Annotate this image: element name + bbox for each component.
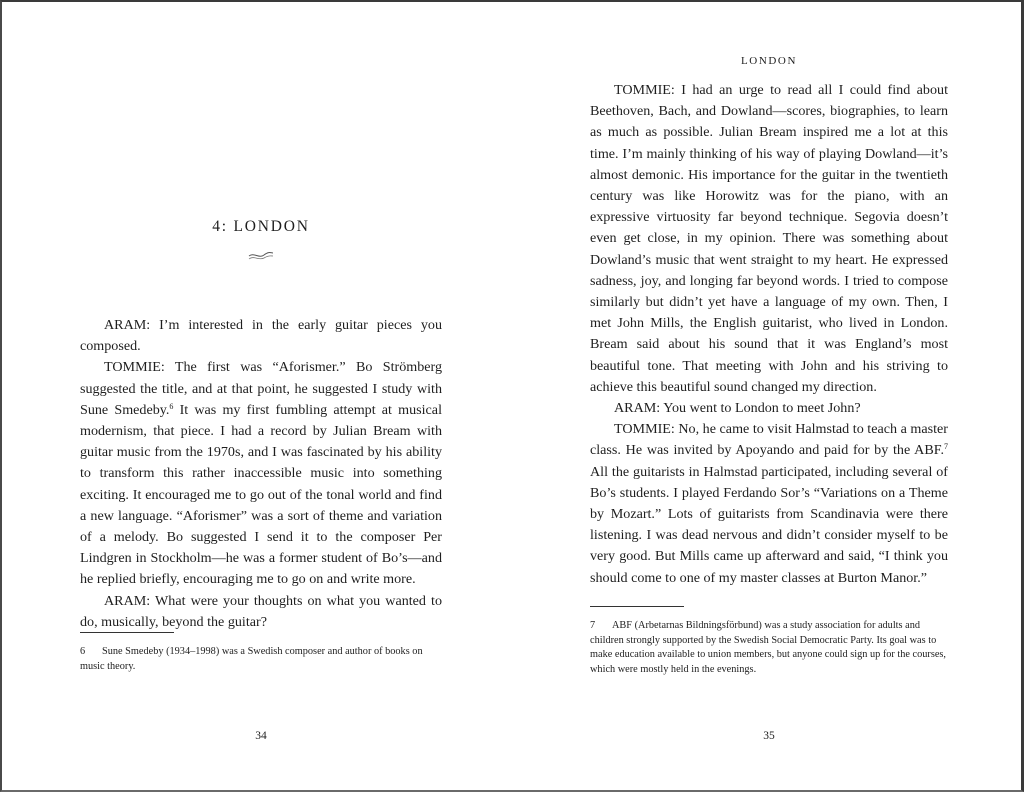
- footnote-reference[interactable]: 6: [169, 401, 174, 411]
- footnote-reference[interactable]: 7: [944, 442, 948, 452]
- footnote: [80, 645, 442, 674]
- right-page: [590, 2, 948, 794]
- paragraph-text: TOMMIE: No, he came to visit Halmstad to teach a master class. He was invited by Apoyando and paid for by the ABF.: [590, 421, 948, 459]
- flourish-ornament-icon: [248, 250, 274, 262]
- footnote-number: 7: [590, 620, 596, 631]
- paragraph: [80, 357, 442, 590]
- body-text: [80, 315, 442, 633]
- footnote: [590, 619, 948, 677]
- page-number: 35: [763, 730, 775, 742]
- left-page: [80, 2, 442, 794]
- paragraph: ARAM: I’m interested in the early guitar pieces you composed.: [80, 317, 442, 355]
- paragraph-text: TOMMIE: The first was “Aforismer.” Bo Strömberg suggested the title, and at that point, he suggested I study with Sune Smedeby.: [80, 359, 442, 418]
- chapter-title: 4: LONDON: [212, 218, 310, 235]
- page-number: 34: [255, 730, 267, 742]
- paragraph: TOMMIE: I had an urge to read all I could find about Beethoven, Bach, and Dowland—scores, biographies, to learn as much as possible. Julian Bream inspired me a lot at this time. I’m mainly thinking of his way of playing Dowland—it’s almost demonic. His importance for the guitar in the twentieth century was like Horowitz was for the piano, with an expressive virtuosity far beyond technique. Segovia doesn’t even get close, in my opinion. There was something about Dowland’s music that went straight to my heart. He expressed sadness, joy, and longing far beyond words. I tried to compose similarly but didn’t yet have a language of my own. Then, I met John Mills, the English guitarist, who lived in London. Bream said about his sound that it was England’s most beautiful tone. That meeting with John and his striving to achieve this beautiful sound changed my direction.: [590, 82, 948, 395]
- paragraph-text: It was my first fumbling attempt at musical modernism, that piece. I had a record by Julian Bream with guitar music from the 1970s, and I was fascinated by his ability to transform this rather inaccessible music into something exciting. It encouraged me to go out of the tonal world and find a new language. “Aforismer” was a sort of theme and variation of a melody. Bo suggested I send it to the composer Per Lindgren in Stockholm—he was a former student of Bo’s—and he replied briefly, encouraging me to go on and write more.: [80, 401, 442, 588]
- paragraph: ARAM: You went to London to meet John?: [614, 400, 861, 417]
- paragraph: ARAM: What were your thoughts on what you wanted to do, musically, beyond the guitar?: [80, 592, 442, 630]
- footnote-number: 6: [80, 646, 86, 657]
- paragraph-text: All the guitarists in Halmstad participated, including several of Bo’s students. I played Ferdando Sor’s “Variations on a Theme by Mozart.” Lots of guitarists from Scandinavia were there listening. I was dead nervous and didn’t consider myself to be very good. But Mills came up afterward and said, “I think you should come to one of my master classes at Burton Manor.”: [590, 463, 948, 586]
- footnote-divider: [590, 606, 684, 607]
- running-head: LONDON: [740, 55, 798, 67]
- footnote-divider: [80, 632, 174, 633]
- footnote-text: ABF (Arbetarnas Bildningsförbund) was a study association for adults and children strongly supported by the Swedish Social Democratic Party. Its goal was to make education available to union members, but anyone could sign up for the courses, which were mostly held in the evenings.: [590, 620, 947, 675]
- footnote-text: Sune Smedeby (1934–1998) was a Swedish composer and author of books on music theory.: [80, 646, 423, 672]
- body-text: [590, 80, 948, 589]
- paragraph: [590, 419, 948, 589]
